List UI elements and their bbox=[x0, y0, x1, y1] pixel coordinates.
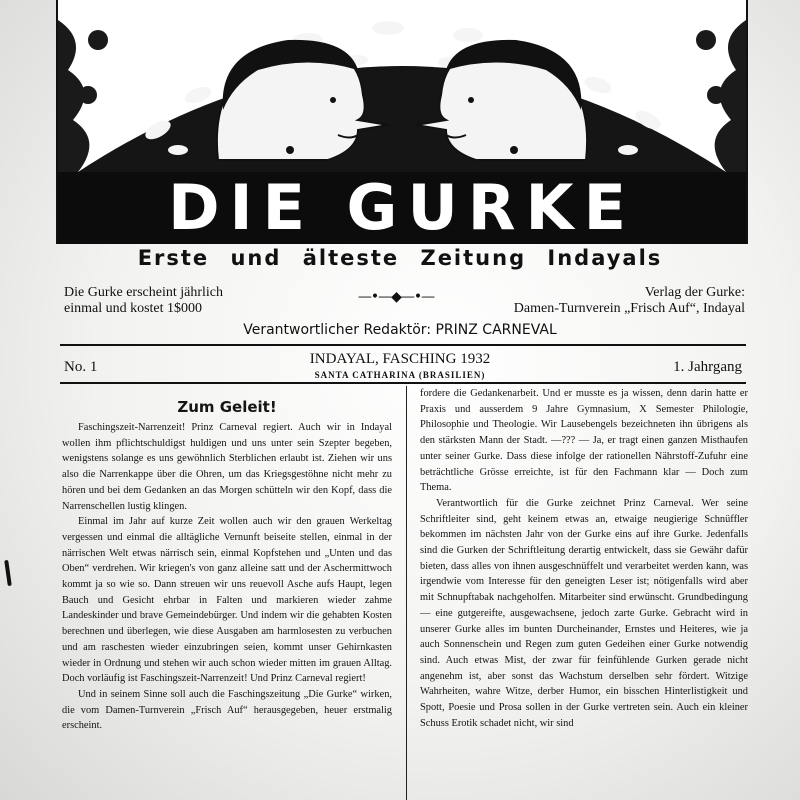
masthead-subtitle: Erste und älteste Zeitung Indayals bbox=[137, 246, 663, 270]
article-paragraph: Und in seinem Sinne soll auch die Faschingszeitung „Die Gurke“ wirken, die vom Damen-Turnverein „Frisch Auf“ herausgegeben, heuer erstmalig erscheint. bbox=[62, 688, 392, 732]
issue-place: INDAYAL, FASCHING 1932 bbox=[309, 351, 491, 367]
editor-line: Verantwortlicher Redaktör: PRINZ CARNEVAL bbox=[243, 322, 557, 338]
issue-region: SANTA CATHARINA (BRASILIEN) bbox=[314, 370, 486, 380]
masthead-title: DIE GURKE bbox=[58, 172, 746, 244]
masthead bbox=[56, 0, 748, 244]
article-left-column bbox=[62, 396, 392, 800]
publication-info-line2: einmal und kostet 1$000 bbox=[64, 301, 203, 316]
publisher-info-line2: Damen-Turnverein „Frisch Auf“, Indayal bbox=[513, 301, 745, 316]
issue-dateline bbox=[200, 351, 600, 383]
article-headline: Zum Geleit! bbox=[177, 398, 277, 416]
publisher-info bbox=[445, 285, 745, 317]
margin-mark bbox=[4, 560, 12, 586]
masthead-arch bbox=[78, 66, 726, 172]
column-divider bbox=[406, 386, 407, 800]
issue-volume: 1. Jahrgang bbox=[673, 359, 742, 375]
article-paragraph: Faschingszeit-Narrenzeit! Prinz Carneval regiert. Auch wir in Indayal wollen ihm pflichtschuldigst huldigen und uns unter sein Szepter begeben, wenigstens solange es uns gewöhnlich Sterblichen erlaubt ist. Ziehen wir uns also die Narrenkappe über die Ohren, um das Kriegsgestöhne nicht mehr zu hören und bei dem Gedanken an das Morgen schütteln wir den Kopf, dass die Narrenschellen lustig klingen. bbox=[62, 422, 392, 512]
bottom-rule bbox=[60, 382, 746, 384]
issue-number: No. 1 bbox=[64, 359, 98, 375]
article-paragraph: Verantwortlich für die Gurke zeichnet Prinz Carneval. Wer seine Schriftleiter sind, geht keinem etwas an, etwaige neugierige Schnüffler bekommen im nächsten Jahr von der Gurke eins auf ihre Gurke. Jedenfalls sind die Gurken der Schriftleitung derartig entwickelt, dass sie Gewähr dafür bieten, dass alles von ihnen ausgeschnüffelt und verarbeitet werden kann, was irgendwie vom Interesse für den geneigten Leser ist; nötigenfalls wird aber mit Schnupftabak nachgeholfen. Mitarbeiter sind erwünscht. Grundbedingung — eine gutgereifte, ausgewachsene, jedoch zarte Gurke. Gebracht wird in unserer Gurke alles im bunten Durcheinander, Ernstes und Heiteres, wie ja auch Sonnenschein und Regen zum guten Gedeihen einer Gurke notwendig sind. Auch etwas Mist, der zwar für feinfühlende Gurken gerade nicht angenehm ist, aber sonst das Wachstum derselben sehr fördert. Witzige Wahrheiten, wahre Witze, derber Humor, ein bisschen Hinterlistigkeit und Spott, Poesie und Prosa sollen in der Gurke vertreten sein. Auch ein kleiner Schuss Erotik schadet nicht, wir sind bbox=[420, 497, 748, 729]
article-paragraph: fordere die Gedankenarbeit. Und er musste es ja wissen, denn darin hatte er Praxis und ausserdem 9 Jahre Gymnasium, X Semester Philologie, Philosophie und Theologie. Wir Lausebengels bezeichneten ihn übrigens als den stärksten Mann der Stadt. —??? — Ja, er tragt einen ganzen Misthaufen unter seiner Gurke. Dass diese infolge der rationellen Nährstoff-Zufuhr eine beträchtliche Grösse erreichte, ist für den Fachmann klar — Doch zum Thema. bbox=[420, 388, 748, 494]
article-right-column bbox=[420, 386, 748, 790]
publication-info bbox=[64, 285, 314, 317]
publication-info-line1: Die Gurke erscheint jährlich bbox=[64, 285, 223, 300]
ornament-divider: —•—◆—•— bbox=[357, 289, 435, 305]
article-paragraph: Einmal im Jahr auf kurze Zeit wollen auch wir den grauen Werkeltag vergessen und einmal die alltägliche Vernunft beiseite stellen, einmal in der närrischen Welt etwas närrisch sein, einmal Kopfstehen und „Unten und das Oben“ verdrehen. Wir kriegen's von ganz alleine satt und der Aschermittwoch kommt ja so wie so. Dann streuen wir uns reuevoll Asche aufs Haupt, legen Bauch und Gesicht ehrbar in Falten und markieren wieder zahme Landeskinder und brave Gemeindebürger. Und indem wir die gehabten Kosten berechnen und überlegen, wie diese Ausgaben am harmlosesten zu verbuchen und am raschesten wieder einzubringen seien, kommt unser Gehirnkasten wieder in Ordnung und stehen wir auch schon wieder mitten im grauen Alltag. Doch vorläufig ist Faschingszeit-Narrenzeit! Und Prinz Carneval regiert! bbox=[62, 516, 392, 685]
top-rule bbox=[60, 344, 746, 346]
publisher-info-line1: Verlag der Gurke: bbox=[644, 285, 745, 300]
